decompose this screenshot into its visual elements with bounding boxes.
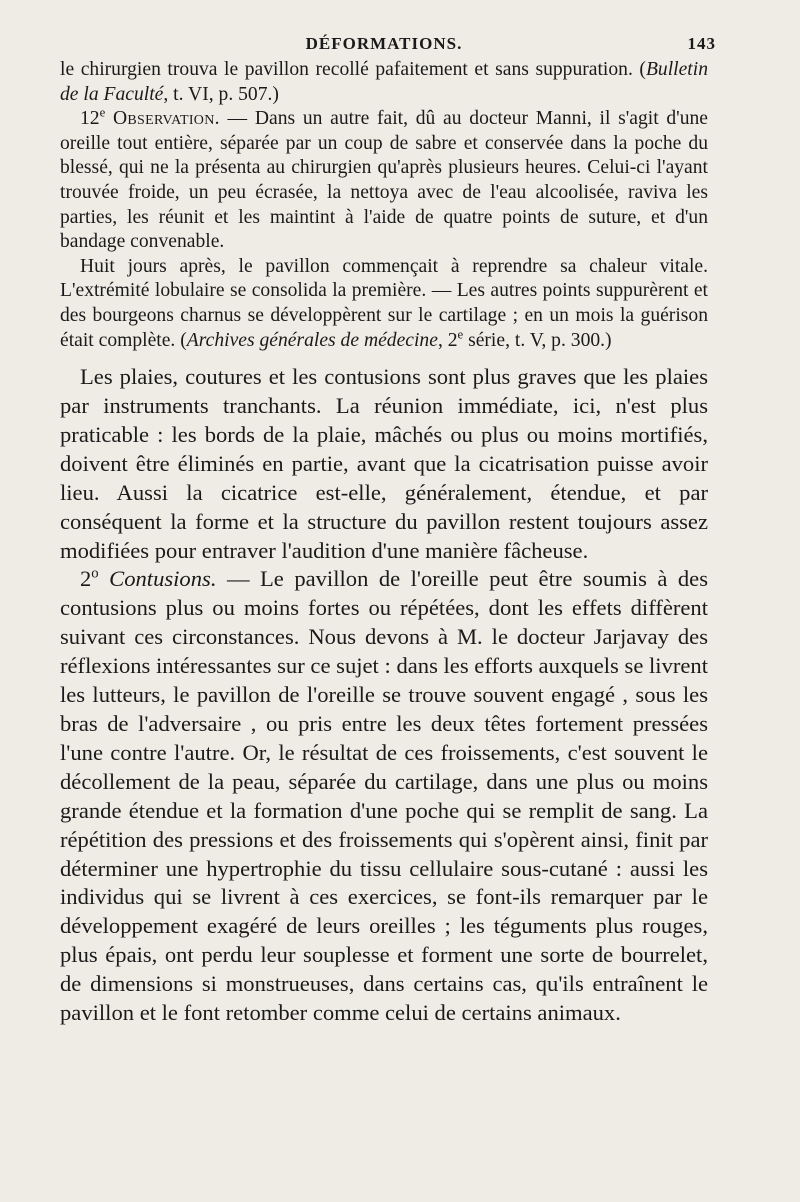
observation-label: Observation.	[112, 108, 220, 130]
citation-ref-suffix: e	[457, 327, 464, 341]
observation-text: le chirurgien trouva le pavillon recollé pafaitement et sans suppuration. (	[60, 59, 646, 80]
citation-ref: , t. VI, p. 507.)	[163, 83, 279, 105]
section-number: 2	[80, 566, 92, 592]
observation-number-suffix: e	[99, 105, 106, 120]
contusions-paragraph	[60, 565, 708, 1028]
section-number-suffix: o	[91, 565, 99, 582]
section-text: — Le pavillon de l'oreille peut être soumis à des contusions plus ou moins fortes ou répétées, dont les effets diffèrent suivant ces circonstances. Nous devons à M. le docteur Jarjavay des réflexions intéressantes sur ce sujet : dans les efforts auxquels se livrent les lutteurs, le pavillon de l'oreille se trouve souvent engagé , sous les bras de l'adversaire , ou pris entre les deux têtes fortement pressées l'une contre l'autre. Or, le résultat de ces froissements, c'est souvent le décollement de la peau, séparée du cartilage, dans une plus ou moins grande étendue et la formation d'une poche qui se remplit de sang. La répétition des pressions et des froissements qui s'opèrent ainsi, finit par déterminer une hypertrophie du tissu cellulaire sous-cutané : aussi les individus qui se livrent à ces exercices, se font-ils remarquer par le développement exagéré de leurs oreilles ; les téguments plus rouges, plus épais, ont perdu leur souplesse et forment une sorte de bourrelet, de dimensions si monstrueuses, dans certains cas, qu'ils entraînent le pavillon et le font retomber comme celui de certains animaux.	[60, 566, 708, 1026]
observation-followup	[60, 255, 708, 353]
running-header	[60, 30, 716, 58]
observation-12	[60, 107, 708, 255]
observation-number: 12	[80, 108, 100, 130]
observation-continuation	[60, 58, 708, 107]
citation-ref: série, t. V, p. 300.)	[463, 329, 612, 351]
body-paragraph: Les plaies, coutures et les contusions sont plus graves que les plaies par instruments tranchants. La réunion immédiate, ici, n'est plus praticable : les bords de la plaie, mâchés ou plus ou moins mortifiés, doivent être éliminés en partie, avant que la cicatrisation puisse avoir lieu. Aussi la cicatrice est-elle, généralement, étendue, et par conséquent la forme et la structure du pavillon restent toujours assez modifiées pour entraver l'audition d'une manière fâcheuse.	[60, 364, 708, 563]
citation: Archives générales de médecine	[186, 329, 438, 351]
main-text	[60, 363, 708, 1028]
observation-block	[60, 58, 708, 353]
citation: Bulletin de la Faculté	[60, 59, 708, 105]
page-number: 143	[687, 34, 716, 53]
observation-text: Huit jours après, le pavillon commençait à reprendre sa chaleur vitale. L'extrémité lobulaire se consolida la première. — Les autres points suppurèrent et des bourgeons charnus se développèrent sur le cartilage ; en un mois la guérison était complète. (	[60, 255, 708, 351]
section-heading: Contusions.	[109, 566, 217, 592]
citation-ref: , 2	[437, 329, 458, 351]
running-title: DÉFORMATIONS.	[305, 34, 463, 53]
observation-text: — Dans un autre fait, dû au docteur Manni, il s'agit d'une oreille tout entière, séparée par un coup de sabre et conservée dans la poche du blessé, qui ne la présenta au chirurgien qu'après plusieurs heures. Celui-ci l'ayant trouvée froide, un peu écrasée, la nettoya avec de l'eau alcoolisée, raviva les parties, les réunit et les maintint à l'aide de quatre points de suture, et d'un bandage convenable.	[60, 108, 708, 253]
